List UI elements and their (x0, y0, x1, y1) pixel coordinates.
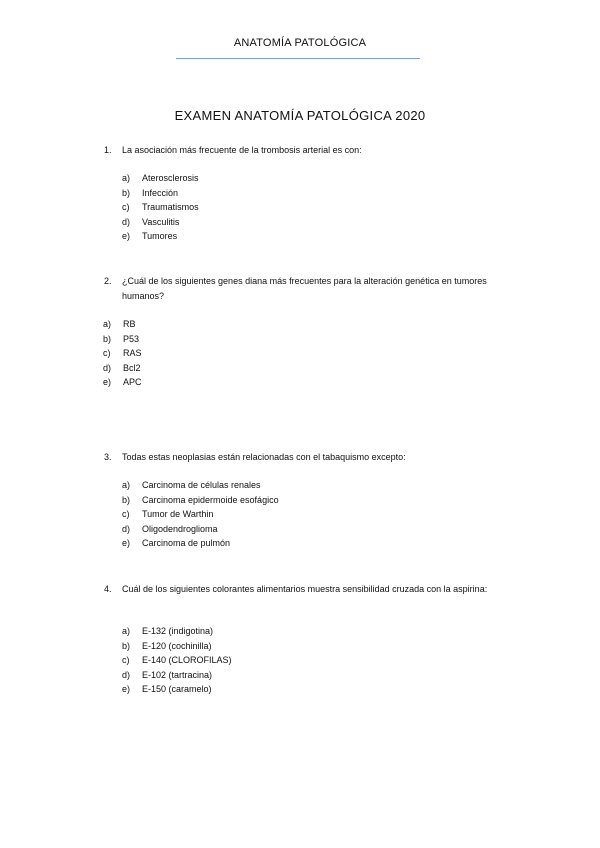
option-text: APC (123, 377, 142, 388)
option-letter: b) (122, 187, 131, 198)
question-3 (104, 450, 504, 465)
option-text: Carcinoma de pulmón (142, 538, 231, 549)
option-letter: c) (122, 202, 130, 213)
question-number: 2. (104, 276, 112, 286)
header-divider (176, 58, 420, 59)
option-text: E-150 (caramelo) (142, 684, 212, 695)
page-header-title: ANATOMÍA PATOLÓGICA (233, 37, 367, 49)
option-letter: e) (122, 684, 131, 695)
option-text: Aterosclerosis (142, 173, 199, 183)
option-letter: e) (122, 231, 131, 242)
option-letter: c) (122, 509, 130, 520)
question-1 (104, 143, 504, 158)
option-text: E-120 (cochinilla) (142, 640, 212, 651)
option-letter: e) (103, 377, 112, 388)
question-number: 1. (104, 145, 112, 155)
option-letter: b) (122, 494, 131, 505)
option-letter: e) (122, 538, 131, 549)
option-text: Carcinoma de células renales (142, 480, 261, 490)
question-text: La asociación más frecuente de la trombosis arterial es con: (122, 145, 362, 155)
question-number: 3. (104, 452, 112, 462)
question-text: ¿Cuál de los siguientes genes diana más frecuentes para la alteración genética en tumores humanos? (122, 276, 487, 301)
option-letter: d) (122, 669, 131, 680)
option-letter: b) (122, 640, 131, 651)
option-letter: b) (103, 333, 112, 344)
option-text: RB (123, 319, 136, 329)
option-letter: a) (122, 480, 131, 490)
option-text: E-140 (CLOROFILAS) (142, 655, 232, 666)
exam-title: EXAMEN ANATOMÍA PATOLÓGICA 2020 (174, 108, 426, 123)
option-letter: a) (122, 173, 131, 183)
option-letter: d) (122, 216, 131, 227)
option-text: Carcinoma epidermoide esofágico (142, 494, 279, 505)
question-number: 4. (104, 584, 112, 594)
option-text: Traumatismos (142, 202, 199, 213)
option-text: Infección (142, 187, 179, 198)
option-text: Vasculitis (142, 216, 180, 227)
question-4 (104, 582, 504, 597)
option-text: E-132 (indigotina) (142, 626, 214, 636)
option-text: Tumores (142, 231, 178, 242)
option-letter: d) (103, 362, 112, 373)
option-letter: a) (103, 319, 112, 329)
option-letter: c) (103, 348, 111, 359)
option-text: RAS (123, 348, 142, 359)
question-2 (104, 274, 504, 304)
question-text: Todas estas neoplasias están relacionadas con el tabaquismo excepto: (122, 452, 406, 462)
question-text: Cuál de los siguientes colorantes alimentarios muestra sensibilidad cruzada con la aspirina: (122, 584, 488, 594)
option-letter: c) (122, 655, 130, 666)
option-text: Bcl2 (123, 362, 141, 373)
option-letter: d) (122, 523, 131, 534)
option-text: P53 (123, 333, 140, 344)
option-letter: a) (122, 626, 131, 636)
option-text: Tumor de Warthin (142, 509, 214, 520)
option-text: E-102 (tartracina) (142, 669, 213, 680)
option-text: Oligodendroglioma (142, 523, 218, 534)
